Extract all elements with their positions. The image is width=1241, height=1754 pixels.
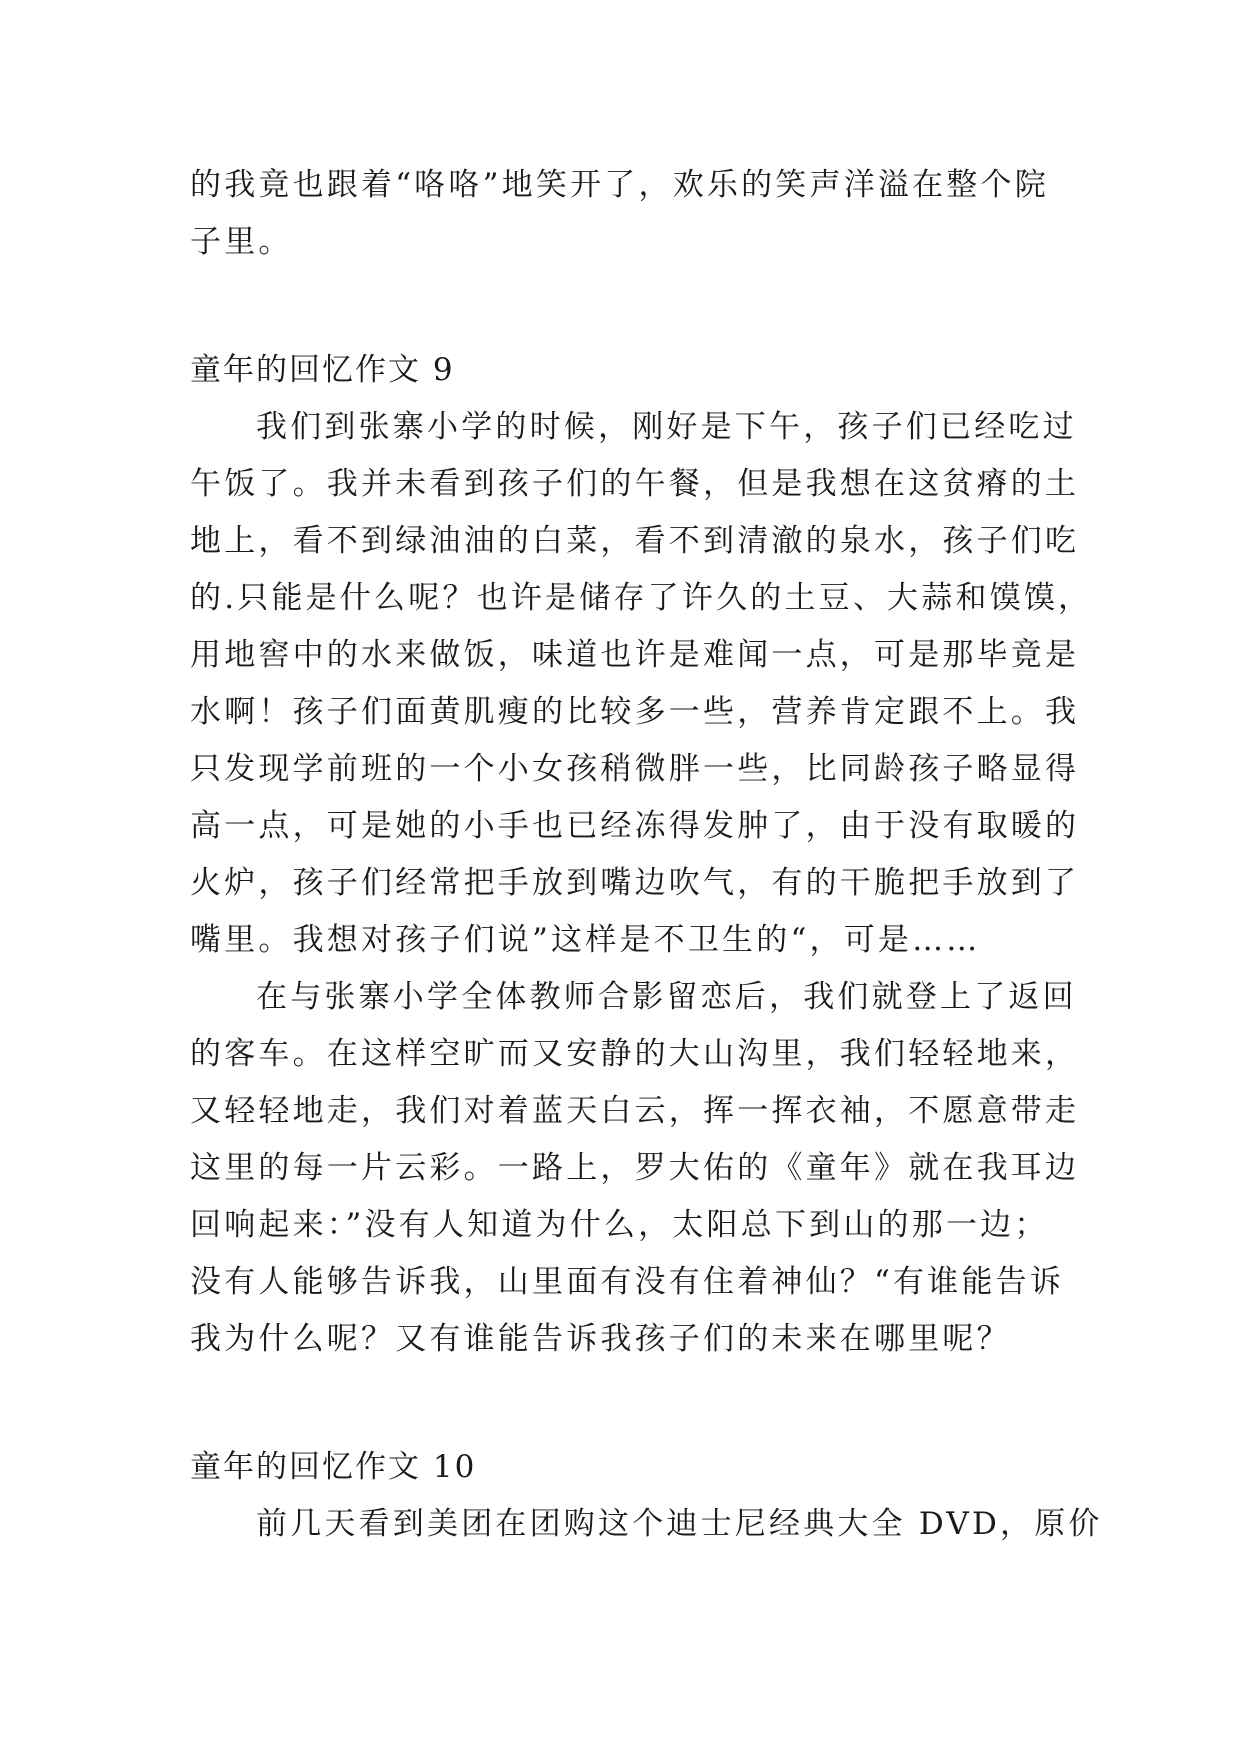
text-line: 我们到张寨小学的时候，刚好是下午，孩子们已经吃过: [256, 409, 1077, 445]
section-title: 童年的回忆作文 9: [190, 352, 455, 388]
text-line: 水啊！孩子们面黄肌瘦的比较多一些，营养肯定跟不上。我: [190, 694, 1080, 730]
intro-paragraph: [190, 157, 1060, 271]
text-line: 只发现学前班的一个小女孩稍微胖一些，比同龄孩子略显得: [190, 751, 1080, 787]
text-line: 前几天看到美团在团购这个迪士尼经典大全 DVD，原价: [256, 1506, 1103, 1542]
text-line: 子里。: [190, 224, 293, 260]
section-10: [190, 1439, 1103, 1553]
paragraph: [190, 969, 1080, 1368]
text-line: 这里的每一片云彩。一路上，罗大佑的《童年》就在我耳边: [190, 1150, 1080, 1186]
text-line: 我为什么呢？又有谁能告诉我孩子们的未来在哪里呢？: [190, 1321, 1011, 1357]
text-line: 用地窖中的水来做饭，味道也许是难闻一点，可是那毕竟是: [190, 637, 1080, 673]
text-line: 回响起来：”没有人知道为什么，太阳总下到山的那一边；: [190, 1207, 1049, 1243]
paragraph: [190, 1496, 1103, 1553]
text-line: 在与张寨小学全体教师合影留恋后，我们就登上了返回: [256, 979, 1077, 1015]
document-body: [190, 157, 1103, 1553]
text-line: 的.只能是什么呢？也许是储存了许久的土豆、大蒜和馍馍，: [190, 580, 1093, 616]
text-line: 没有人能够告诉我，山里面有没有住着神仙？“有谁能告诉: [190, 1264, 1065, 1300]
text-line: 嘴里。我想对孩子们说”这样是不卫生的“，可是……: [190, 922, 981, 958]
section-title: 童年的回忆作文 10: [190, 1449, 477, 1485]
text-line: 午饭了。我并未看到孩子们的午餐，但是我想在这贫瘠的土: [190, 466, 1080, 502]
text-line: 又轻轻地走，我们对着蓝天白云，挥一挥衣袖，不愿意带走: [190, 1093, 1080, 1129]
text-line: 火炉，孩子们经常把手放到嘴边吹气，有的干脆把手放到了: [190, 865, 1080, 901]
section-9: [190, 342, 1093, 1368]
text-line: 地上，看不到绿油油的白菜，看不到清澈的泉水，孩子们吃: [190, 523, 1080, 559]
section-gap: [190, 1368, 1060, 1439]
text-line: 的客车。在这样空旷而又安静的大山沟里，我们轻轻地来，: [190, 1036, 1080, 1072]
paragraph: [190, 399, 1093, 969]
text-line: 高一点，可是她的小手也已经冻得发肿了，由于没有取暖的: [190, 808, 1080, 844]
text-line: 的我竟也跟着“咯咯”地笑开了，欢乐的笑声洋溢在整个院: [190, 167, 1049, 203]
section-gap: [190, 271, 1060, 342]
